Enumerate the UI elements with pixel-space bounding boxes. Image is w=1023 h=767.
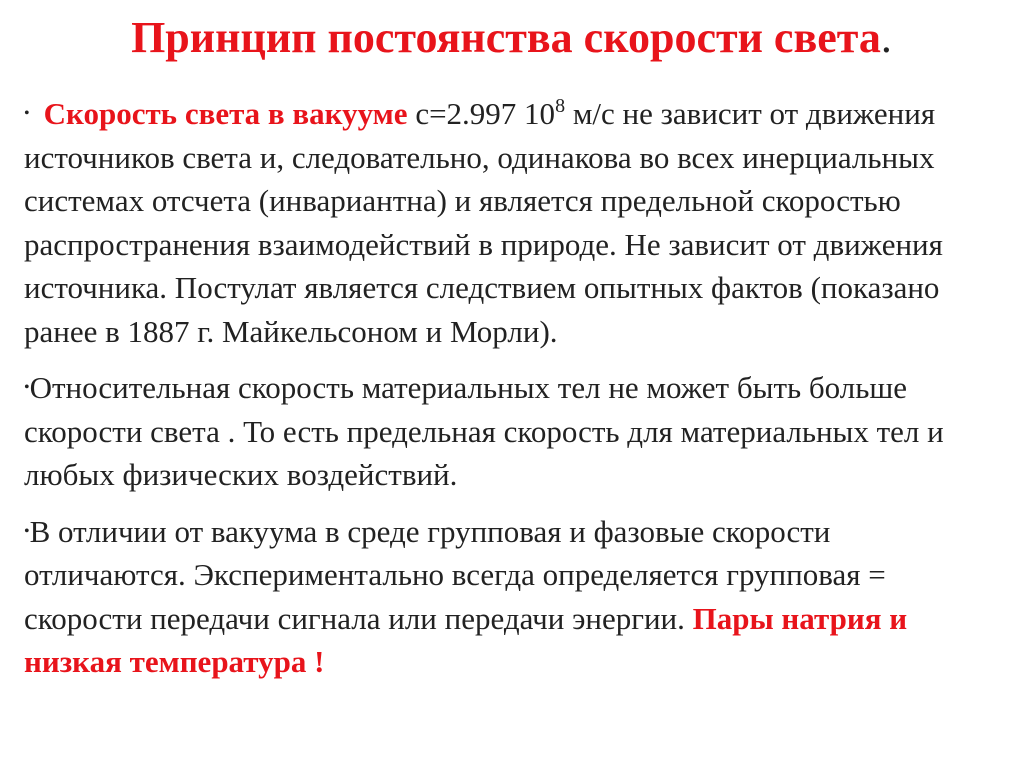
bullet-icon: • [24,522,30,540]
bullet-icon: • [24,105,30,122]
speed-in-vacuum-emphasis: Скорость света в вакууме [43,96,408,131]
slide-title-text: Принцип постоянства скорости света [131,13,881,62]
paragraph-2-text: Относительная скорость материальных тел не может быть больше скорости света . То есть предельная скорость для материальных тел и любых физических воздействий. [24,370,944,492]
slide-title-period: . [880,13,892,62]
bullet-icon: • [24,379,30,396]
paragraph-speed-of-light [24,92,999,353]
paragraph-group-velocity [24,510,999,684]
paragraph-1-text: м/с не зависит от движения источников света и, следовательно, одинакова во всех инерциальных системах отсчета (инвариантна) и является предельной скоростью распространения взаимодействий в природе. Не зависит от движения источника. Постулат является следствием опытных фактов (показано ранее в 1887 г. Майкельсоном и Морли). [24,96,943,349]
paragraph-relative-speed [24,366,999,497]
sodium-vapor-emphasis: Пары натрия и низкая температура ! [24,600,908,679]
paragraph-3-text: В отличии от вакуума в среде групповая и фазовые скорости отличаются. Экспериментально всегда определяется групповая = скорости передачи сигнала или передачи энергии. [24,513,886,636]
speed-value-text: с=2.997 10 [407,96,556,131]
slide-title [0,8,1023,68]
speed-exponent: 8 [555,95,566,117]
slide-body [24,92,999,697]
